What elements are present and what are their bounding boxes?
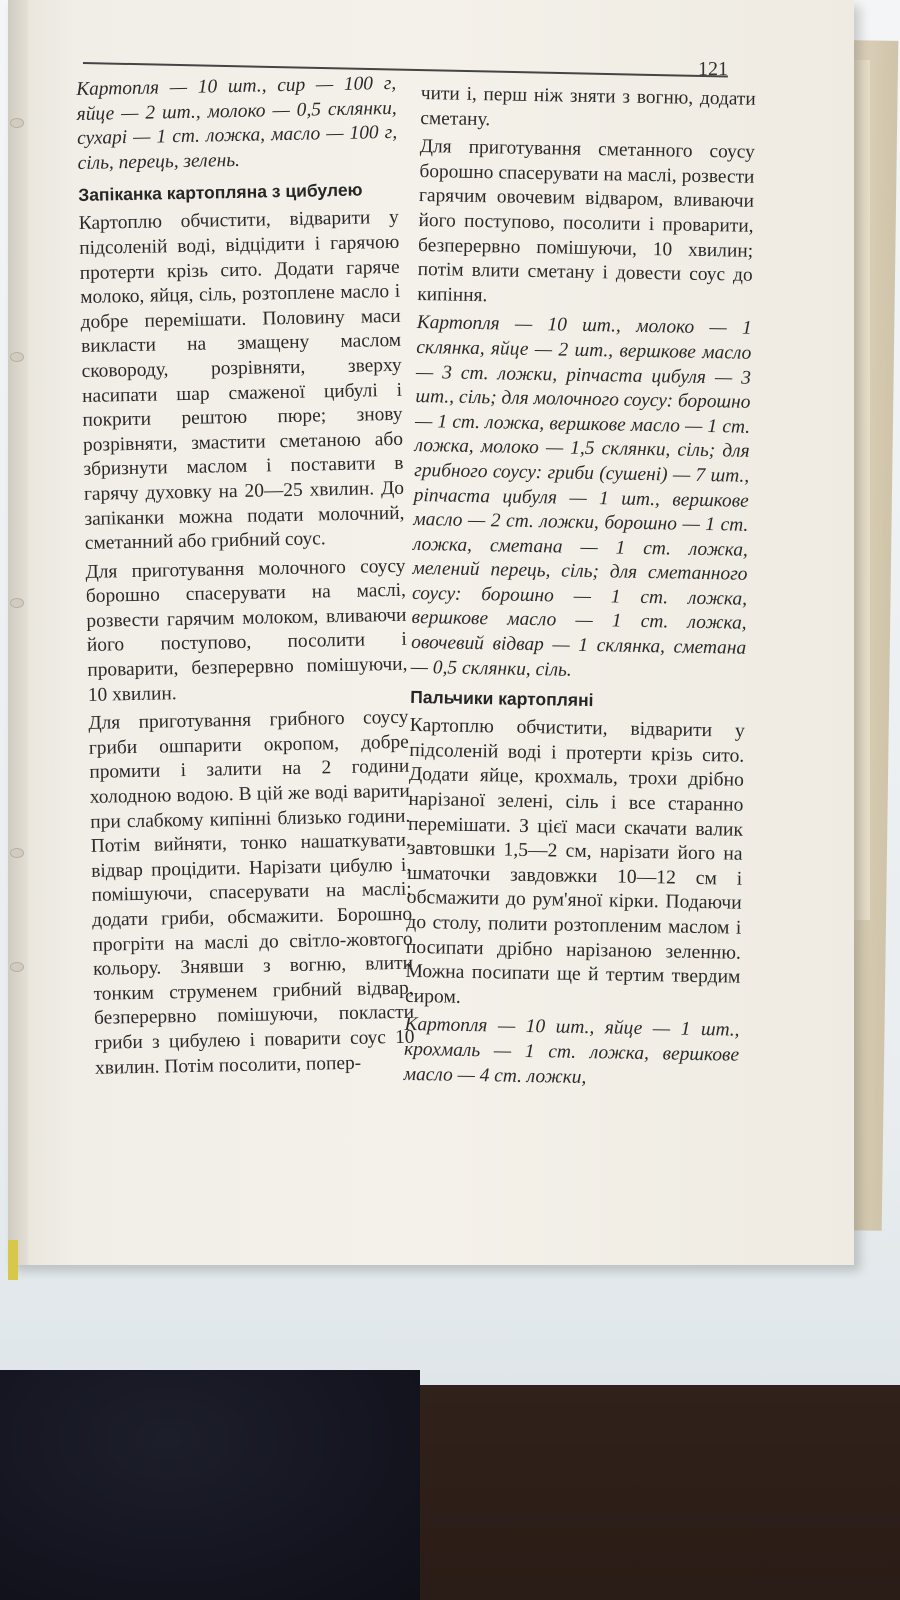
recipe-paragraph: Картоплю обчистити, відварити у підсоленій воді, відцідити і гарячою протерти крізь сито. Додати гаряче молоко, яйця, сіль, розтоплене масло і добре перемішати. Половину маси викласти на змащену маслом сковороду, розрівняти, зверху насипати шар смаженої цибулі і покрити рештою пюре; знову розрівняти, змастити сметаною або збризнути маслом і поставити в гарячу духовку на 20—25 хвилин. До запіканки можна подати молочний, сметанний або грибний соус. (78, 207, 405, 555)
stitch-mark (10, 352, 24, 362)
ingredients-list: Картопля — 10 шт., яйце — 1 шт., крохмаль — 1 ст. ложка, вершкове масло — 4 ст. ложки, (403, 1014, 740, 1088)
stitch-mark (10, 848, 24, 858)
recipe-paragraph: Для приготування сметанного соусу борошно спасерувати на маслі, розвести гарячим овочевим відваром, вливаючи його поступово, посолити і проварити, безперервно помішуючи, 10 хвилин; потім влити сметану і довести соус до кипіння. (417, 136, 756, 306)
shadow-area (0, 1370, 420, 1600)
right-column (403, 82, 756, 1097)
book-page (8, 0, 854, 1265)
left-column (76, 72, 415, 1085)
recipe-paragraph: Для приготування молочного соусу борошно спасерувати на маслі, розвести гарячим молоком, вливаючи його поступово, посолити і проварити, безперервно помішуючи, 10 хвилин. (85, 555, 408, 706)
recipe-paragraph: Картоплю обчистити, відварити у підсоленій воді і протерти крізь сито. Додати яйце, крохмаль, трохи дрібно нарізаної зелені, сіль і все старанно перемішати. З цієї маси скачати валик завтовшки 1,5—2 см, нарізати його на шматочки завдовжки 10—12 см і обсмажити до рум'яної кірки. Подаючи до столу, полити розтопленим маслом і посипати дрібно нарізаною зеленню. Можна посипати ще й тертим твердим сиром. (404, 715, 745, 1008)
recipe-paragraph: чити і, перш ніж зняти з вогню, додати сметану. (420, 82, 756, 130)
recipe-title: Запіканка картопляна з цибулею (78, 179, 363, 206)
ingredients-list: Картопля — 10 шт., сир — 100 г, яйце — 2 шт., молоко — 0,5 склянки, сухарі — 1 ст. ложка, масло — 100 г, сіль, перець, зелень. (76, 72, 398, 174)
recipe-paragraph: Для приготування грибного соусу гриби ошпарити окропом, добре промити і залити на 2 години холодною водою. В цій же воді варити при слабкому кипінні близько години. Потім вийняти, тонко нашаткувати, відвар процідити. Нарізати цибулю і, помішуючи, спасерувати на маслі; додати гриби, обсмажити. Борошно прогріти на маслі до світло-жовтого кольору. Знявши з вогню, влити тонким струменем грибний відвар, безперервно помішуючи, покласти гриби з цибулею і поварити соус 10 хвилин. Потім посолити, попер- (88, 706, 415, 1079)
stitch-mark (10, 598, 24, 608)
cover-edge (8, 1240, 18, 1280)
page-spine (8, 0, 28, 1265)
recipe-title: Пальчики картопляні (410, 687, 594, 711)
page-number: 121 (698, 58, 728, 80)
stitch-mark (10, 118, 24, 128)
ingredients-list: Картопля — 10 шт., молоко — 1 склянка, яйце — 2 шт., вершкове масло — 3 ст. ложки, ріпчаста цибуля — 3 шт., сіль; для молочного соусу: борошно — 1 ст. ложка, вершкове масло — 1 ст. ложка, молоко — 1,5 склянки, сіль; для грибного соусу: гриби (сушені) — 7 шт., ріпчаста цибуля — 1 шт., вершкове масло — 2 ст. ложки, борошно — 1 ст. ложка, сметана — 1 ст. ложка, мелений перець, сіль; для сметанного соусу: борошно — 1 ст. ложка, вершкове масло — 1 ст. ложка, овочевий відвар — 1 склянка, сметана — 0,5 склянки, сіль. (410, 312, 752, 681)
stitch-mark (10, 962, 24, 972)
